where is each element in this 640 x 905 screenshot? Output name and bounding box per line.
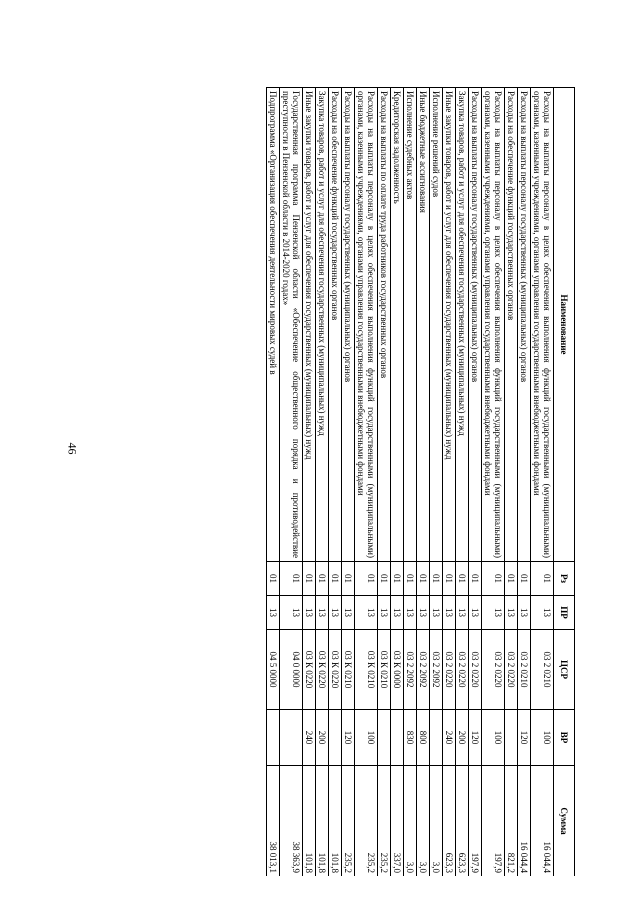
- row-pr: 13: [430, 596, 443, 630]
- row-pr: 13: [456, 596, 469, 630]
- table-row: [280, 88, 303, 877]
- row-name: Подпрограмма «Организация обеспечения деятельности мировых судей в: [267, 88, 280, 562]
- row-rz: 01: [303, 562, 316, 596]
- row-vr: 120: [518, 710, 531, 766]
- row-csr: 03 2 0220: [456, 630, 469, 710]
- row-csr: 03 2 0220: [469, 630, 482, 710]
- row-name: Расходы на выплаты персоналу в целях обеспечения выполнения функций государственными (муниципальными) органами, казенными учреждениями, органами управления государственными внебюджетными фондами: [355, 88, 378, 562]
- row-sum: 16 044,4: [518, 766, 531, 877]
- table-row: [342, 88, 355, 877]
- row-vr: 120: [342, 710, 355, 766]
- row-pr: 13: [329, 596, 342, 630]
- row-sum: 101,8: [316, 766, 329, 877]
- table-row: [378, 88, 391, 877]
- table-row: [391, 88, 404, 877]
- row-sum: 101,8: [303, 766, 316, 877]
- header-rz: Рз: [554, 562, 575, 596]
- table-row: [505, 88, 518, 877]
- row-rz: 01: [417, 562, 430, 596]
- row-pr: 13: [378, 596, 391, 630]
- budget-table: [266, 87, 575, 876]
- row-csr: 03 2 2092: [417, 630, 430, 710]
- row-name: Закупка товаров, работ и услуг для обеспечения государственных (муниципальных) нужд: [456, 88, 469, 562]
- row-sum: 38 363,9: [280, 766, 303, 877]
- row-pr: 13: [417, 596, 430, 630]
- row-vr: 800: [417, 710, 430, 766]
- row-csr: 03 К 0210: [378, 630, 391, 710]
- row-csr: 03 2 0220: [482, 630, 505, 710]
- row-vr: 200: [316, 710, 329, 766]
- row-pr: 13: [443, 596, 456, 630]
- row-name: Иные закупки товаров, работ и услуг для обеспечения государственных (муниципальных) нужд: [443, 88, 456, 562]
- row-vr: 100: [482, 710, 505, 766]
- row-csr: 03 К 0220: [329, 630, 342, 710]
- table-body: [267, 88, 554, 877]
- row-name: Кредиторская задолженность: [391, 88, 404, 562]
- row-csr: 03 К 0210: [355, 630, 378, 710]
- row-name: Расходы на обеспечение функций государственных органов: [505, 88, 518, 562]
- row-rz: 01: [378, 562, 391, 596]
- table-row: [531, 88, 554, 877]
- row-pr: 13: [391, 596, 404, 630]
- row-name: Расходы на выплаты персоналу в целях обеспечения выполнения функций государственными (муниципальными) органами, казенными учреждениями, органами управления государственными внебюджетными фондами: [482, 88, 505, 562]
- table-row: [303, 88, 316, 877]
- row-name: Расходы на выплаты по оплате труда работников государственных органов: [378, 88, 391, 562]
- row-rz: 01: [391, 562, 404, 596]
- row-pr: 13: [518, 596, 531, 630]
- row-rz: 01: [342, 562, 355, 596]
- table-row: [417, 88, 430, 877]
- row-sum: 3,0: [430, 766, 443, 877]
- header-pr: ПР: [554, 596, 575, 630]
- row-sum: 101,8: [329, 766, 342, 877]
- row-name: Иные бюджетные ассигнования: [417, 88, 430, 562]
- table-row: [316, 88, 329, 877]
- table-row: [267, 88, 280, 877]
- row-sum: 3,0: [417, 766, 430, 877]
- row-csr: 03 К 0220: [303, 630, 316, 710]
- row-rz: 01: [329, 562, 342, 596]
- row-name: Расходы на выплаты персоналу в целях обеспечения выполнения функций государственными (муниципальными) органами, казенными учреждениями, органами управления государственными внебюджетными фондами: [531, 88, 554, 562]
- row-rz: 01: [482, 562, 505, 596]
- row-vr: 120: [469, 710, 482, 766]
- row-rz: 01: [505, 562, 518, 596]
- row-vr: [267, 710, 280, 766]
- row-rz: 01: [518, 562, 531, 596]
- row-vr: [505, 710, 518, 766]
- row-csr: 03 2 0220: [443, 630, 456, 710]
- row-name: Закупка товаров, работ и услуг для обеспечения государственных (муниципальных) нужд: [316, 88, 329, 562]
- table-row: [329, 88, 342, 877]
- row-vr: [430, 710, 443, 766]
- row-vr: 100: [355, 710, 378, 766]
- row-csr: 03 К 0220: [316, 630, 329, 710]
- header-sum: Сумма: [554, 766, 575, 877]
- header-name: Наименование: [554, 88, 575, 562]
- row-sum: 623,3: [443, 766, 456, 877]
- row-sum: 16 044,4: [531, 766, 554, 877]
- row-sum: 235,2: [378, 766, 391, 877]
- row-rz: 01: [355, 562, 378, 596]
- row-csr: 04 5 0000: [267, 630, 280, 710]
- table-row: [482, 88, 505, 877]
- row-pr: 13: [316, 596, 329, 630]
- row-rz: 01: [456, 562, 469, 596]
- row-sum: 623,3: [456, 766, 469, 877]
- row-sum: 38 013,1: [267, 766, 280, 877]
- row-pr: 13: [355, 596, 378, 630]
- row-rz: 01: [531, 562, 554, 596]
- row-csr: 03 2 2092: [430, 630, 443, 710]
- row-name: Расходы на выплаты персоналу государственных (муниципальных) органов: [342, 88, 355, 562]
- row-rz: 01: [267, 562, 280, 596]
- row-name: Расходы на обеспечение функций государственных органов: [329, 88, 342, 562]
- row-pr: 13: [267, 596, 280, 630]
- row-pr: 13: [531, 596, 554, 630]
- row-csr: 03 2 0210: [518, 630, 531, 710]
- row-vr: [391, 710, 404, 766]
- row-csr: 03 2 0220: [505, 630, 518, 710]
- row-pr: 13: [280, 596, 303, 630]
- row-name: Иные закупки товаров, работ и услуг для обеспечения государственных (муниципальных) нужд: [303, 88, 316, 562]
- row-name: Государственная программа Пензенской области «Обеспечение общественного порядка и противодействие преступности в Пензенской области в 2014-2020 годах»: [280, 88, 303, 562]
- row-vr: 200: [456, 710, 469, 766]
- row-vr: 240: [303, 710, 316, 766]
- table-row: [404, 88, 417, 877]
- row-sum: 821,2: [505, 766, 518, 877]
- row-rz: 01: [469, 562, 482, 596]
- header-csr: ЦСР: [554, 630, 575, 710]
- row-sum: 235,2: [355, 766, 378, 877]
- row-sum: 337,0: [391, 766, 404, 877]
- row-rz: 01: [316, 562, 329, 596]
- row-rz: 01: [443, 562, 456, 596]
- row-vr: [280, 710, 303, 766]
- row-sum: 3,0: [404, 766, 417, 877]
- row-csr: 03 К 0000: [391, 630, 404, 710]
- row-name: Расходы на выплаты персоналу государственных (муниципальных) органов: [518, 88, 531, 562]
- row-pr: 13: [505, 596, 518, 630]
- table-row: [456, 88, 469, 877]
- row-rz: 01: [404, 562, 417, 596]
- row-pr: 13: [342, 596, 355, 630]
- row-csr: 03 К 0210: [342, 630, 355, 710]
- page-number: 46: [65, 442, 80, 455]
- row-pr: 13: [303, 596, 316, 630]
- table-row: [469, 88, 482, 877]
- rotated-table-wrapper: [81, 87, 575, 876]
- row-name: Исполнение судебных актов: [404, 88, 417, 562]
- table-row: [430, 88, 443, 877]
- row-vr: 830: [404, 710, 417, 766]
- row-name: Расходы на выплаты персоналу государственных (муниципальных) органов: [469, 88, 482, 562]
- table-row: [443, 88, 456, 877]
- row-pr: 13: [404, 596, 417, 630]
- row-sum: 235,2: [342, 766, 355, 877]
- row-rz: 01: [280, 562, 303, 596]
- header-vr: ВР: [554, 710, 575, 766]
- table-row: [355, 88, 378, 877]
- row-pr: 13: [469, 596, 482, 630]
- row-sum: 197,9: [482, 766, 505, 877]
- row-vr: [329, 710, 342, 766]
- row-sum: 197,9: [469, 766, 482, 877]
- row-rz: 01: [430, 562, 443, 596]
- row-vr: 240: [443, 710, 456, 766]
- table-header-row: [554, 88, 575, 877]
- table-container: [81, 87, 575, 876]
- row-name: Исполнение решений судов: [430, 88, 443, 562]
- row-csr: 03 2 0210: [531, 630, 554, 710]
- row-pr: 13: [482, 596, 505, 630]
- row-vr: 100: [531, 710, 554, 766]
- row-csr: 03 2 2092: [404, 630, 417, 710]
- row-vr: [378, 710, 391, 766]
- table-row: [518, 88, 531, 877]
- row-csr: 04 0 0000: [280, 630, 303, 710]
